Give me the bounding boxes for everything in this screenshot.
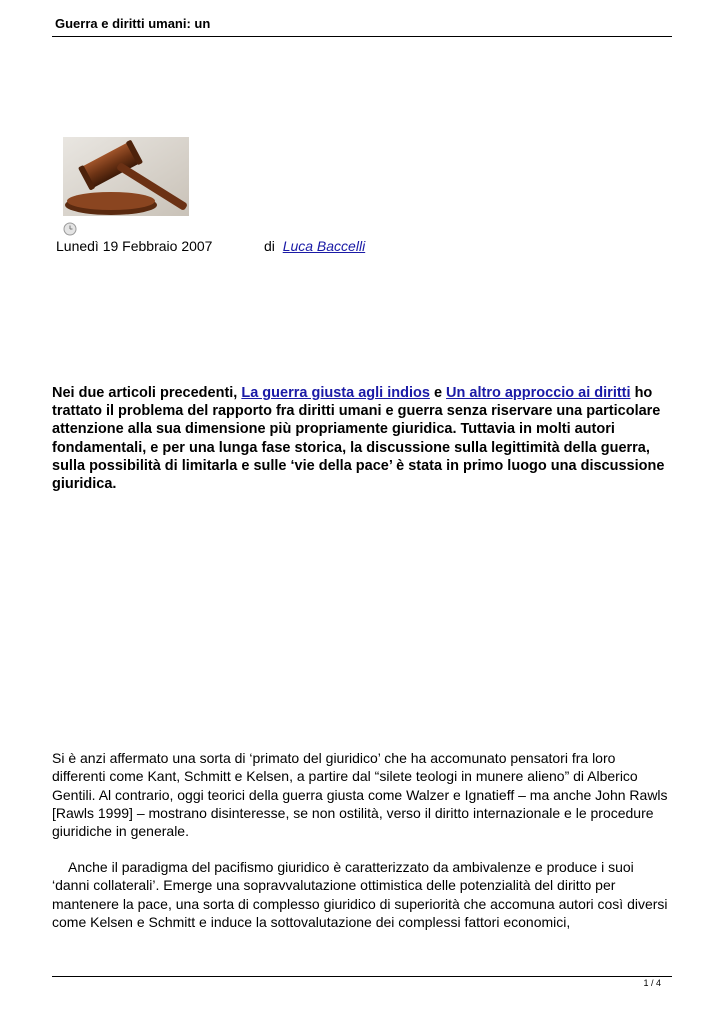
body-paragraph: Anche il paradigma del pacifismo giuridico è caratterizzato da ambivalenze e produce i suoi ‘danni collaterali’. Emerge una sopravvalutazione ottimistica delle potenzialità del diritto per mantenere la pace, una sorta di complesso giuridico di superiorità che accomuna autori così diversi come Kelsen e Schmitt e induce la sottovalutazione dei complessi fattori economici, <box>52 859 668 930</box>
article-date: Lunedì 19 Febbraio 2007 <box>56 238 213 254</box>
body-paragraph: Si è anzi affermato una sorta di ‘primato del giuridico’ che ha accomunato pensatori fra loro differenti come Kant, Schmitt e Kelsen, a partire dal “silete teologi in munere alieno” di Alberico Gentili. Al contrario, oggi teorici della guerra giusta come Walzer e Ignatieff – ma anche John Rawls [Rawls 1999] – mostrano disinteresse, se non ostilità, verso il diritto internazionale e le procedure giuridiche in generale. <box>52 750 668 840</box>
lead-paragraph <box>52 384 672 493</box>
clock-icon <box>63 222 77 236</box>
byline-prefix: di <box>264 238 275 254</box>
footer-divider <box>52 976 672 977</box>
gavel-image <box>63 137 189 216</box>
page-number: 1 / 4 <box>643 978 661 988</box>
lead-conjunction: e <box>433 385 443 401</box>
lead-body: ho trattato il problema del rapporto fra diritti umani e guerra senza riservare una particolare attenzione alla sua dimensione più propriamente giuridica. Tuttavia in molti autori fondamentali, e per una lunga fase storica, la discussione sulla legittimità della guerra, sulla possibilità di limitarla e sulle ‘vie della pace’ è stata in primo luogo una discussione giuridica. <box>52 385 665 493</box>
byline <box>264 238 365 254</box>
article-link-guerra-giusta[interactable]: La guerra giusta agli indios <box>241 385 430 401</box>
header-divider <box>52 36 672 37</box>
page-title: Guerra e diritti umani: un <box>55 16 211 31</box>
author-link[interactable]: Luca Baccelli <box>282 238 366 254</box>
lead-intro: Nei due articoli precedenti, <box>52 385 238 401</box>
article-link-altro-approccio[interactable]: Un altro approccio ai diritti <box>446 385 631 401</box>
